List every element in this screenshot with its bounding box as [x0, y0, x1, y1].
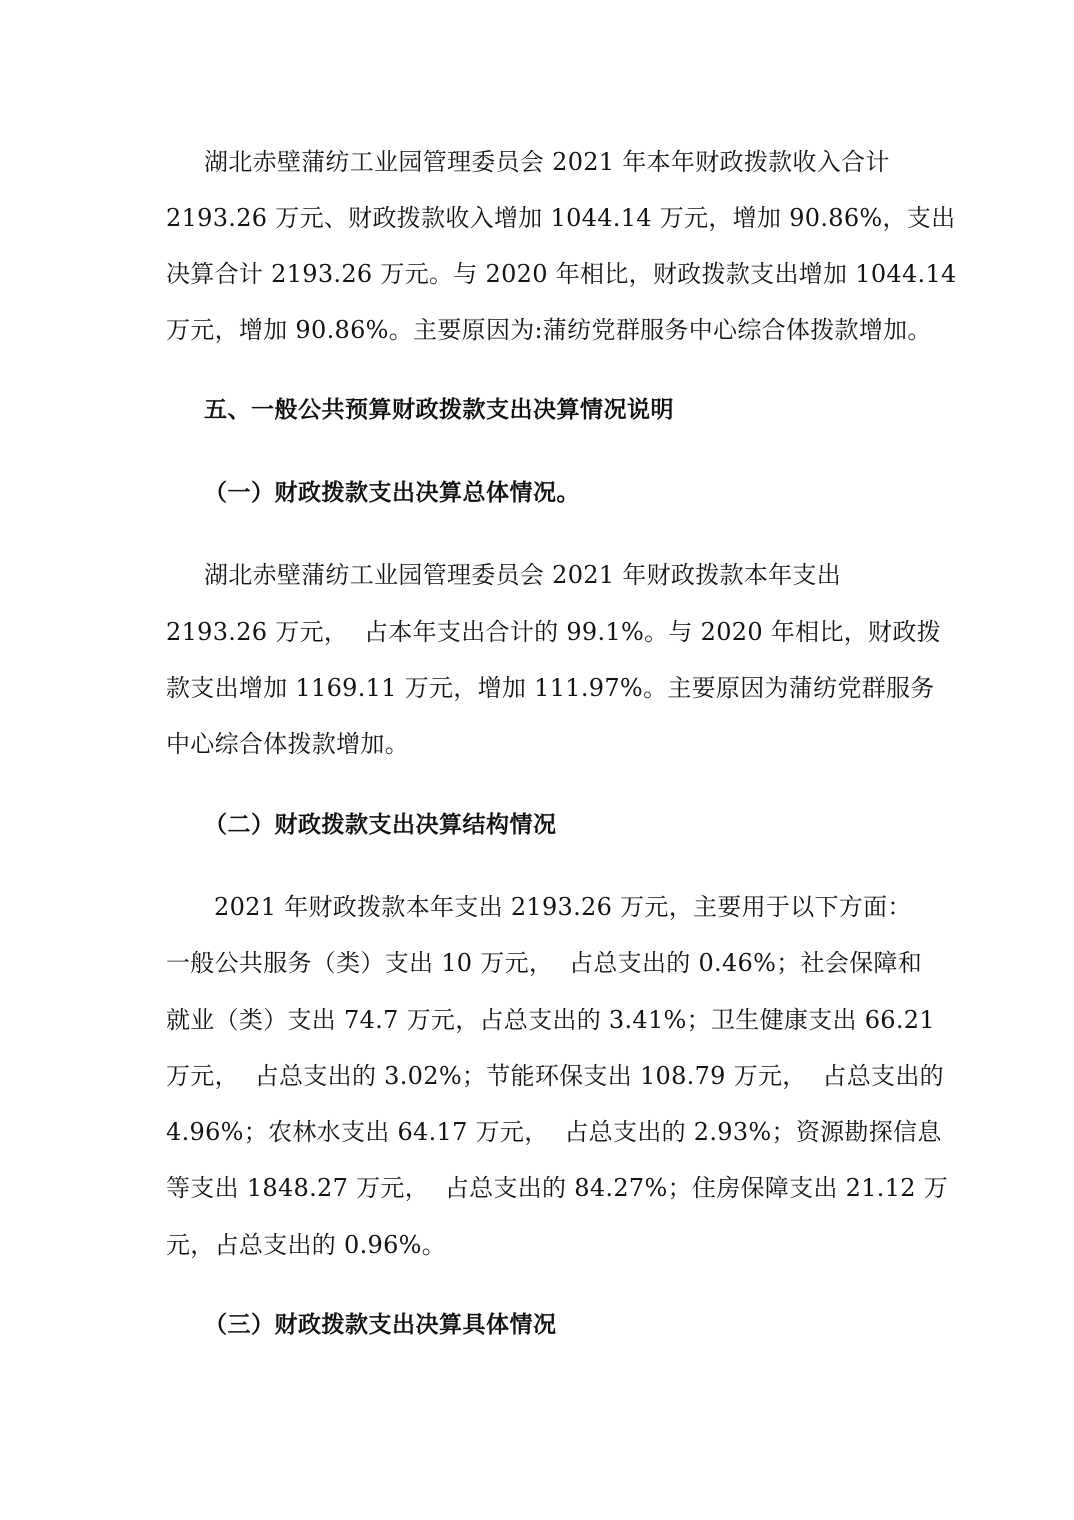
subsection-2-line-2: 一般公共服务（类）支出 10 万元， 占总支出的 0.46%；社会保障和 [166, 949, 923, 977]
section-5-heading: 五、一般公共预算财政拨款支出决算情况说明 [204, 397, 674, 423]
subsection-2-line-4: 万元， 占总支出的 3.02%；节能环保支出 108.79 万元， 占总支出的 [166, 1062, 944, 1090]
subsection-2-line-3: 就业（类）支出 74.7 万元，占总支出的 3.41%；卫生健康支出 66.21 [166, 1006, 935, 1034]
paragraph-1-line-2: 2193.26 万元、财政拨款收入增加 1044.14 万元，增加 90.86%，支出 [166, 204, 956, 232]
subsection-2-line-7: 元，占总支出的 0.96%。 [166, 1231, 447, 1259]
subsection-2-line-6: 等支出 1848.27 万元， 占总支出的 84.27%；住房保障支出 21.12 万 [166, 1174, 949, 1202]
paragraph-1-line-1: 湖北赤壁蒲纺工业园管理委员会 2021 年本年财政拨款收入合计 [204, 148, 890, 176]
subsection-1-line-4: 中心综合体拨款增加。 [166, 730, 409, 758]
subsection-1-line-3: 款支出增加 1169.11 万元，增加 111.97%。主要原因为蒲纺党群服务 [166, 674, 935, 702]
subsection-1-line-1: 湖北赤壁蒲纺工业园管理委员会 2021 年财政拨款本年支出 [204, 561, 842, 589]
subsection-2-line-5: 4.96%；农林水支出 64.17 万元， 占总支出的 2.93%；资源勘探信息 [166, 1118, 942, 1146]
paragraph-1-line-4: 万元，增加 90.86%。主要原因为:蒲纺党群服务中心综合体拨款增加。 [166, 316, 932, 344]
paragraph-1-line-3: 决算合计 2193.26 万元。与 2020 年相比，财政拨款支出增加 1044.14 [166, 260, 957, 288]
subsection-1-line-2: 2193.26 万元， 占本年支出合计的 99.1%。与 2020 年相比，财政拨 [166, 618, 941, 646]
subsection-3-heading: （三）财政拨款支出决算具体情况 [204, 1312, 557, 1338]
subsection-2-heading: （二）财政拨款支出决算结构情况 [204, 812, 557, 838]
subsection-1-heading: （一）财政拨款支出决算总体情况。 [204, 480, 580, 506]
subsection-2-line-1: 2021 年财政拨款本年支出 2193.26 万元，主要用于以下方面： [214, 893, 912, 921]
